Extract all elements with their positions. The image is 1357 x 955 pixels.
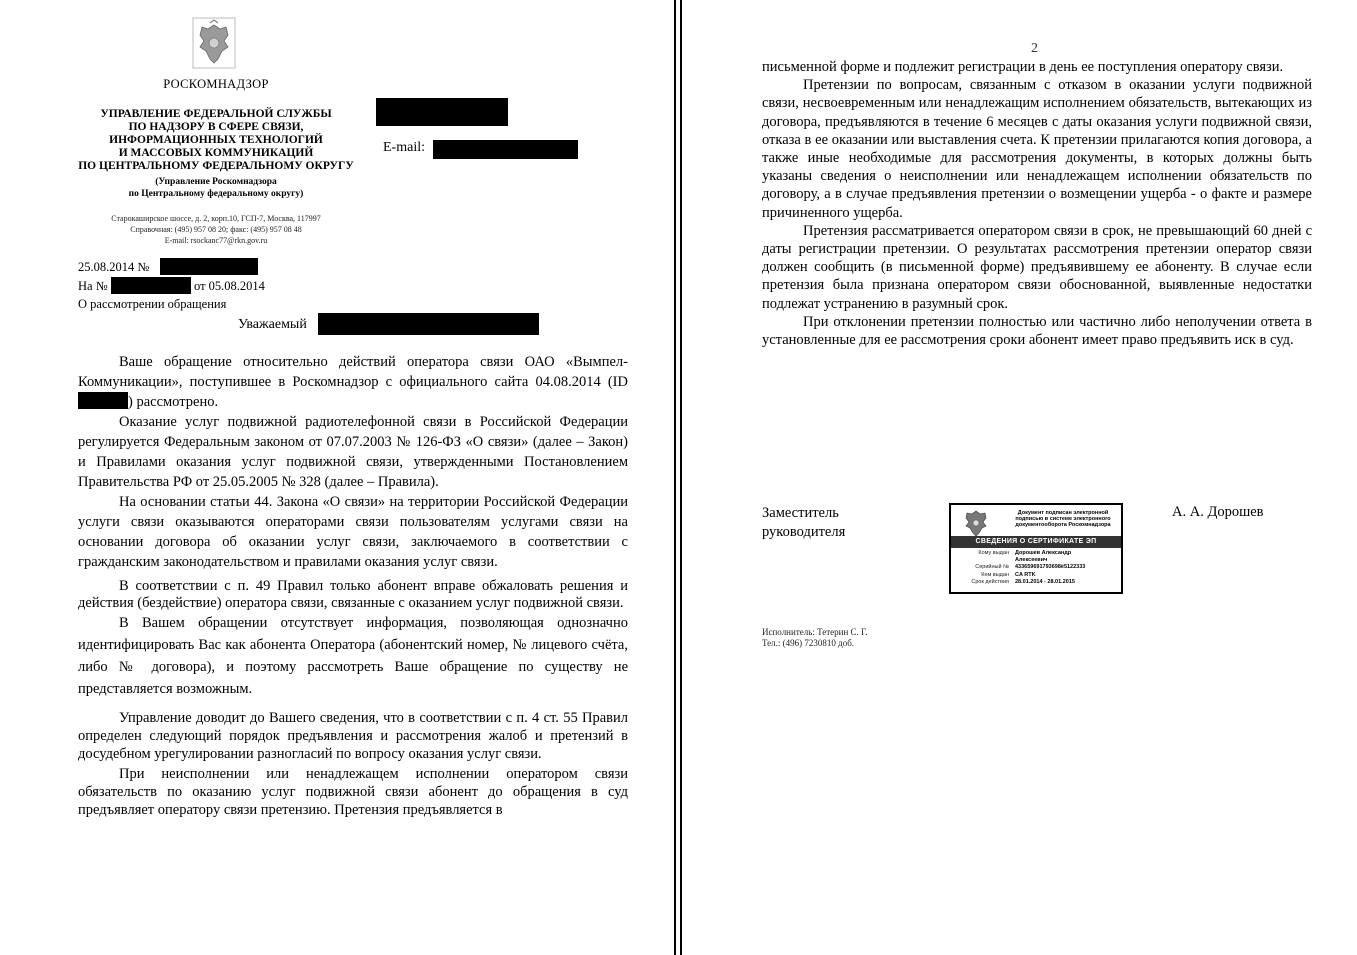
paragraph-text: Ваше обращение относительно действий оператора связи ОАО «Вымпел-Коммуникации», поступившее в Роскомнадзор с официального сайта 04.08.2014 (ID — [78, 354, 628, 390]
recipient-email-label: E-mail: — [383, 140, 425, 155]
paragraph: Претензии по вопросам, связанным с отказом в оказании услуги подвижной связи, несвоевременным или ненадлежащим исполнением обязательств, вытекающих из договора, предъявляются в течение 6 месяцев с даты оказания услуги подвижной связи, отказа в ее оказании или выставления счета. К претензии прилагаются копия договора, а также иные необходимые для рассмотрения документы, в которых должны быть указаны сведения о неисполнении или ненадлежащем исполнении обязательств по договору, а в случае предъявления претензии о возмещении ущерба - о факте и размере причиненного ущерба. — [762, 77, 1312, 221]
redacted-addressee — [318, 313, 539, 335]
certificate-key: Кем выдан — [981, 571, 1009, 578]
certificate-value: 28.01.2014 - 28.01.2015 — [1015, 578, 1075, 585]
certificate-key: Срок действия — [971, 578, 1009, 585]
paragraph: На основании статьи 44. Закона «О связи» на территории Российской Федерации услуги связи оказываются операторами связи пользователям услугами связи на основании договора об оказании услуг связи, заключаемого в соответствии с гражданским законодательством и правилами оказания услуг связи. — [78, 494, 628, 570]
certificate-row — [955, 579, 1121, 586]
paragraph-text: ) рассмотрено. — [128, 394, 219, 410]
paragraph: В соответствии с п. 49 Правил только абонент вправе обжаловать решения и действия (бездействие) оператора связи, связанные с оказанием услуг подвижной связи. — [78, 578, 628, 611]
page-number: 2 — [1031, 41, 1038, 56]
stamp-note: Документ подписан электронной подписью в системе электронного документооборота Роскомнадзора — [1015, 510, 1111, 528]
redacted-recipient-email — [433, 140, 578, 159]
executor-name: Исполнитель: Тетерин С. Г. — [762, 627, 868, 637]
certificate-row — [955, 564, 1121, 571]
short-name-line: (Управление Роскомнадзора — [155, 177, 277, 187]
paragraph: Управление доводит до Вашего сведения, что в соответствии с п. 4 ст. 55 Правил определен следующий порядок предъявления и рассмотрения жалоб и претензий в досудебном урегулировании разногласий по вопросу оказания услуг связи. — [78, 710, 628, 762]
address-line: Старокаширское шоссе, д. 2, корп.10, ГСП-7, Москва, 117997 — [111, 214, 321, 223]
coat-of-arms-icon — [961, 508, 991, 538]
subject-line: О рассмотрении обращения — [78, 297, 227, 311]
email-line: E-mail: rsockanc77@rkn.gov.ru — [164, 236, 268, 245]
phone-line: Справочная: (495) 957 08 20; факс: (495) 957 08 48 — [130, 225, 302, 234]
certificate-row — [955, 550, 1121, 557]
reply-to-prefix: На № — [78, 279, 108, 293]
reply-to-date: от 05.08.2014 — [194, 279, 265, 293]
certificate-key: Серийный № — [975, 564, 1009, 571]
redacted-recipient-name — [376, 98, 508, 126]
certificate-key: Кому выдан — [978, 550, 1009, 556]
paragraph — [78, 352, 628, 412]
role-line: руководителя — [762, 524, 846, 540]
short-name-line: по Центральному федеральному округу) — [128, 189, 304, 199]
agency-name: РОСКОМНАДЗОР — [163, 77, 269, 91]
paragraph: письменной форме и подлежит регистрации в день ее поступления оператору связи. — [762, 59, 1284, 75]
certificate-details — [955, 550, 1121, 586]
coat-of-arms-icon — [192, 17, 236, 69]
executor-info — [762, 627, 868, 649]
letter-page-1 — [0, 0, 674, 955]
department-line: И МАССОВЫХ КОММУНИКАЦИЙ — [118, 147, 314, 159]
signatory-name: А. А. Дорошев — [1172, 504, 1264, 520]
letter-body-continued — [762, 58, 1312, 349]
signatory-role — [762, 504, 845, 542]
redacted-reply-number — [111, 277, 191, 294]
certificate-row — [955, 572, 1121, 579]
certificate-value: Дорошев Александр — [1015, 550, 1072, 556]
department-short-name — [70, 176, 362, 200]
certificate-value: 433659691793698ё5122333 — [1015, 564, 1086, 571]
department-name — [70, 108, 362, 173]
redacted-request-id — [78, 392, 128, 409]
certificate-value: Алексеевич — [1015, 557, 1048, 564]
greeting: Уважаемый — [238, 317, 307, 332]
executor-phone: Тел.: (496) 7230810 доб. — [762, 638, 855, 648]
paragraph: При неисполнении или ненадлежащем исполнении оператором связи обязательств по оказанию услуг подвижной связи абонент до обращения в суд предъявляет оператору связи претензию. Претензия предъявляется в — [78, 766, 628, 818]
outgoing-date-number: 25.08.2014 № — [78, 260, 150, 274]
paragraph: Оказание услуг подвижной радиотелефонной связи в Российской Федерации регулируется Федеральным законом от 07.07.2003 № 126-ФЗ «О связи» (далее – Закон) и Правилами оказания услуг подвижной связи, утвержденными Постановлением Правительства РФ от 25.05.2005 № 328 (далее – Правила). — [78, 414, 628, 490]
role-line: Заместитель — [762, 505, 839, 521]
paragraph: В Вашем обращении отсутствует информация, позволяющая однозначно идентифицировать Вас как абонента Оператора (абонентский номер, № лицевого счёта, либо № договора), и поэтому рассмотреть Ваше обращение по существу не представляется возможным. — [78, 615, 628, 697]
paragraph: Претензия рассматривается оператором связи в срок, не превышающий 60 дней с даты регистрации претензии. О результатах рассмотрения претензии оператор связи должен сообщить (в письменной форме) предъявившему ее абоненту. В случае если претензия была признана оператором связи обоснованной, выявленные недостатки подлежат устранению в разумный срок. — [762, 222, 1312, 312]
redacted-outgoing-number — [160, 258, 258, 275]
department-line: ПО ЦЕНТРАЛЬНОМУ ФЕДЕРАЛЬНОМУ ОКРУГУ — [78, 160, 354, 172]
stamp-title: СВЕДЕНИЯ О СЕРТИФИКАТЕ ЭП — [951, 536, 1121, 548]
department-line: УПРАВЛЕНИЕ ФЕДЕРАЛЬНОЙ СЛУЖБЫ — [100, 108, 332, 120]
contact-address — [70, 213, 362, 246]
certificate-value: CA RTK — [1015, 571, 1036, 578]
department-line: ПО НАДЗОРУ В СФЕРЕ СВЯЗИ, — [128, 121, 304, 133]
letter-body — [78, 352, 628, 819]
page-divider — [674, 0, 682, 955]
department-line: ИНФОРМАЦИОННЫХ ТЕХНОЛОГИЙ — [109, 134, 323, 146]
paragraph: При отклонении претензии полностью или частично либо неполучении ответа в установленные для ее рассмотрения сроки абонент имеет право предъявить иск в суд. — [762, 313, 1312, 349]
e-signature-stamp — [949, 503, 1123, 594]
